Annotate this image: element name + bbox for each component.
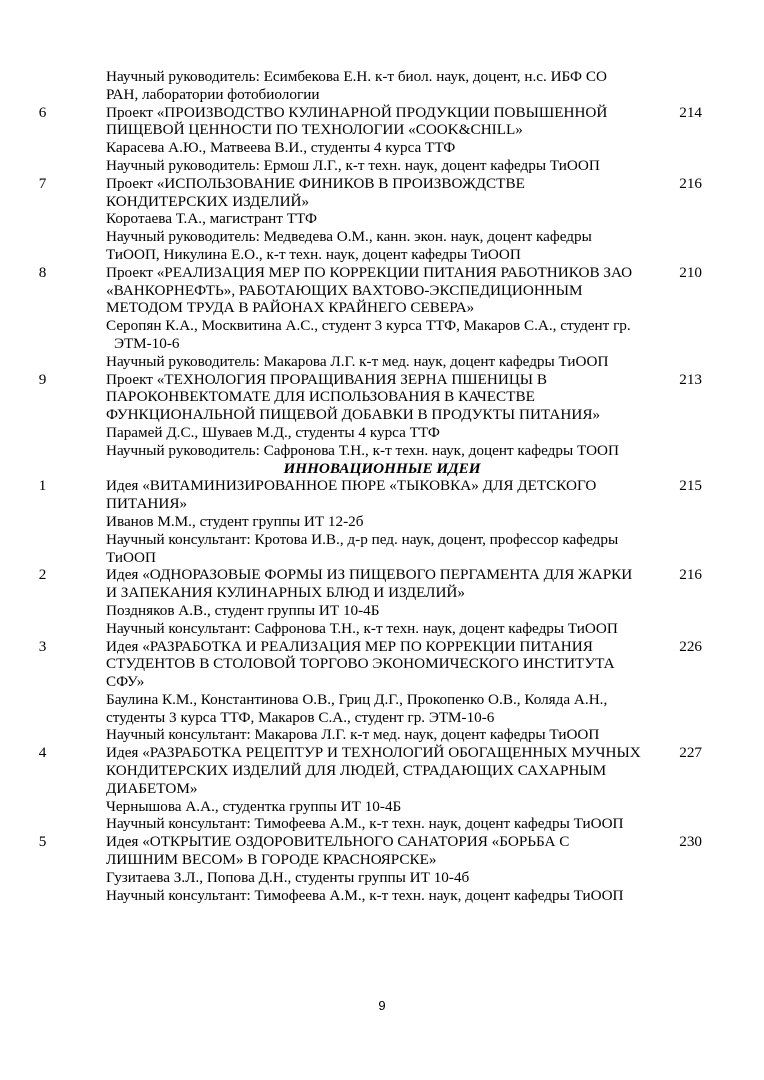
entry-title-line: Проект «ИСПОЛЬЗОВАНИЕ ФИНИКОВ В ПРОИЗВОЖДСТВЕ (106, 174, 525, 192)
entry-supervisor: Научный руководитель: Сафронова Т.Н., к-т техн. наук, доцент кафедры ТООП (106, 441, 619, 459)
page-number: 9 (378, 998, 386, 1013)
entry-number: 2 (38, 566, 47, 584)
entry-number: 9 (38, 370, 47, 388)
entry-authors: Чернышова А.А., студентка группы ИТ 10-4Б (106, 797, 402, 815)
text-line: Научный руководитель: Есимбекова Е.Н. к-т биол. наук, доцент, н.с. ИБФ СО (106, 68, 607, 85)
entry-authors: Карасева А.Ю., Матвеева В.И., студенты 4 курса ТТФ (106, 139, 456, 157)
entry-title-line: ПИТАНИЯ» (106, 495, 188, 513)
entry-title-line: Идея «РАЗРАБОТКА И РЕАЛИЗАЦИЯ МЕР ПО КОРРЕКЦИИ ПИТАНИЯ (106, 637, 593, 655)
toc-entry-idea-3 (0, 638, 764, 745)
entry-number: 4 (38, 744, 47, 762)
entry-page-number: 214 (679, 103, 702, 121)
entry-title-line: ФУНКЦИОНАЛЬНОЙ ПИЩЕВОЙ ДОБАВКИ В ПРОДУКТЫ ПИТАНИЯ» (106, 406, 601, 424)
entry-title-line: ДИАБЕТОМ» (106, 779, 198, 797)
entry-number: 8 (38, 263, 47, 281)
entry-page-number: 215 (679, 477, 702, 495)
entry-authors: студенты 3 курса ТТФ, Макаров С.А., студент гр. ЭТМ-10-6 (106, 708, 495, 726)
entry-authors: Парамей Д.С., Шуваев М.Д., студенты 4 курса ТТФ (106, 423, 440, 441)
entry-title-line: «ВАНКОРНЕФТЬ», РАБОТАЮЩИХ ВАХТОВО-ЭКСПЕДИЦИОННЫМ (106, 281, 583, 299)
toc-continuation (0, 68, 764, 104)
entry-number: 6 (38, 103, 47, 121)
entry-number: 5 (38, 833, 47, 851)
entry-title-line: КОНДИТЕРСКИХ ИЗДЕЛИЙ ДЛЯ ЛЮДЕЙ, СТРАДАЮЩИХ САХАРНЫМ (106, 762, 607, 780)
entry-authors: Коротаева Т.А., магистрант ТТФ (106, 210, 317, 228)
entry-title-line: Идея «РАЗРАБОТКА РЕЦЕПТУР И ТЕХНОЛОГИЙ ОБОГАЩЕННЫХ МУЧНЫХ (106, 744, 641, 762)
toc-entry-idea-1 (0, 477, 764, 566)
entry-supervisor: ТиООП (106, 548, 156, 566)
text-line: РАН, лаборатории фотобиологии (106, 85, 320, 103)
entry-title-line: МЕТОДОМ ТРУДА В РАЙОНАХ КРАЙНЕГО СЕВЕРА» (106, 299, 475, 317)
entry-page-number: 216 (679, 174, 702, 192)
entry-title-line: Идея «ВИТАМИНИЗИРОВАННОЕ ПЮРЕ «ТЫКОВКА» ДЛЯ ДЕТСКОГО (106, 477, 597, 495)
entry-supervisor: Научный руководитель: Медведева О.М., канн. экон. наук, доцент кафедры (106, 228, 592, 246)
entry-title-line: Идея «ОТКРЫТИЕ ОЗДОРОВИТЕЛЬНОГО САНАТОРИЯ «БОРЬБА С (106, 833, 570, 851)
entry-supervisor: Научный руководитель: Ермош Л.Г., к-т техн. наук, доцент кафедры ТиООП (106, 156, 600, 174)
entry-supervisor: Научный руководитель: Макарова Л.Г. к-т мед. наук, доцент кафедры ТиООП (106, 352, 609, 370)
entry-authors: ЭТМ-10-6 (114, 334, 180, 352)
entry-supervisor: Научный консультант: Макарова Л.Г. к-т мед. наук, доцент кафедры ТиООП (106, 726, 600, 744)
toc-entry-project-7 (0, 175, 764, 264)
entry-page-number: 210 (679, 263, 702, 281)
toc-entry-project-6 (0, 104, 764, 175)
entry-title-line: ПИЩЕВОЙ ЦЕННОСТИ ПО ТЕХНОЛОГИИ «COOK&CHILL» (106, 121, 523, 139)
toc-entry-idea-2 (0, 566, 764, 637)
toc-entry-project-9 (0, 371, 764, 460)
entry-title-line: Проект «РЕАЛИЗАЦИЯ МЕР ПО КОРРЕКЦИИ ПИТАНИЯ РАБОТНИКОВ ЗАО (106, 263, 633, 281)
section-title: ИННОВАЦИОННЫЕ ИДЕИ (283, 459, 481, 477)
entry-supervisor: Научный консультант: Сафронова Т.Н., к-т техн. наук, доцент кафедры ТиООП (106, 619, 618, 637)
entry-number: 1 (38, 477, 47, 495)
entry-title-line: КОНДИТЕРСКИХ ИЗДЕЛИЙ» (106, 192, 310, 210)
entry-title-line: Идея «ОДНОРАЗОВЫЕ ФОРМЫ ИЗ ПИЩЕВОГО ПЕРГАМЕНТА ДЛЯ ЖАРКИ (106, 566, 633, 584)
entry-supervisor: Научный консультант: Тимофеева А.М., к-т техн. наук, доцент кафедры ТиООП (106, 886, 624, 904)
entry-authors: Баулина К.М., Константинова О.В., Гриц Д.Г., Прокопенко О.В., Коляда А.Н., (106, 690, 608, 708)
toc-entry-idea-5 (0, 833, 764, 904)
entry-page-number: 226 (679, 637, 702, 655)
entry-authors: Гузитаева З.Л., Попова Д.Н., студенты группы ИТ 10-4б (106, 868, 470, 886)
entry-title-line: ЛИШНИМ ВЕСОМ» В ГОРОДЕ КРАСНОЯРСКЕ» (106, 851, 437, 869)
entry-authors: Поздняков А.В., студент группы ИТ 10-4Б (106, 601, 380, 619)
entry-title-line: СФУ» (106, 673, 145, 691)
entry-title-line: Проект «ТЕХНОЛОГИЯ ПРОРАЩИВАНИЯ ЗЕРНА ПШЕНИЦЫ В (106, 370, 547, 388)
entry-title-line: СТУДЕНТОВ В СТОЛОВОЙ ТОРГОВО ЭКОНОМИЧЕСКОГО ИНСТИТУТА (106, 655, 615, 673)
entry-page-number: 213 (679, 370, 702, 388)
entry-title-line: Проект «ПРОИЗВОДСТВО КУЛИНАРНОЙ ПРОДУКЦИИ ПОВЫШЕННОЙ (106, 103, 608, 121)
entry-number: 3 (38, 637, 47, 655)
entry-authors: Иванов М.М., студент группы ИТ 12-2б (106, 512, 364, 530)
toc-entry-idea-4 (0, 744, 764, 833)
entry-page-number: 216 (679, 566, 702, 584)
entry-page-number: 227 (679, 744, 702, 762)
entry-supervisor: ТиООП, Никулина Е.О., к-т техн. наук, доцент кафедры ТиООП (106, 245, 521, 263)
entry-number: 7 (38, 174, 47, 192)
entry-title-line: ПАРОКОНВЕКТОМАТЕ ДЛЯ ИСПОЛЬЗОВАНИЯ В КАЧЕСТВЕ (106, 388, 535, 406)
entry-page-number: 230 (679, 833, 702, 851)
entry-title-line: И ЗАПЕКАНИЯ КУЛИНАРНЫХ БЛЮД И ИЗДЕЛИЙ» (106, 584, 465, 602)
table-of-contents (0, 68, 764, 904)
toc-entry-project-8 (0, 264, 764, 371)
entry-supervisor: Научный консультант: Тимофеева А.М., к-т техн. наук, доцент кафедры ТиООП (106, 815, 624, 833)
entry-supervisor: Научный консультант: Кротова И.В., д-р пед. наук, доцент, профессор кафедры (106, 530, 619, 548)
entry-authors: Серопян К.А., Москвитина А.С., студент 3 курса ТТФ, Макаров С.А., студент гр. (106, 317, 631, 335)
